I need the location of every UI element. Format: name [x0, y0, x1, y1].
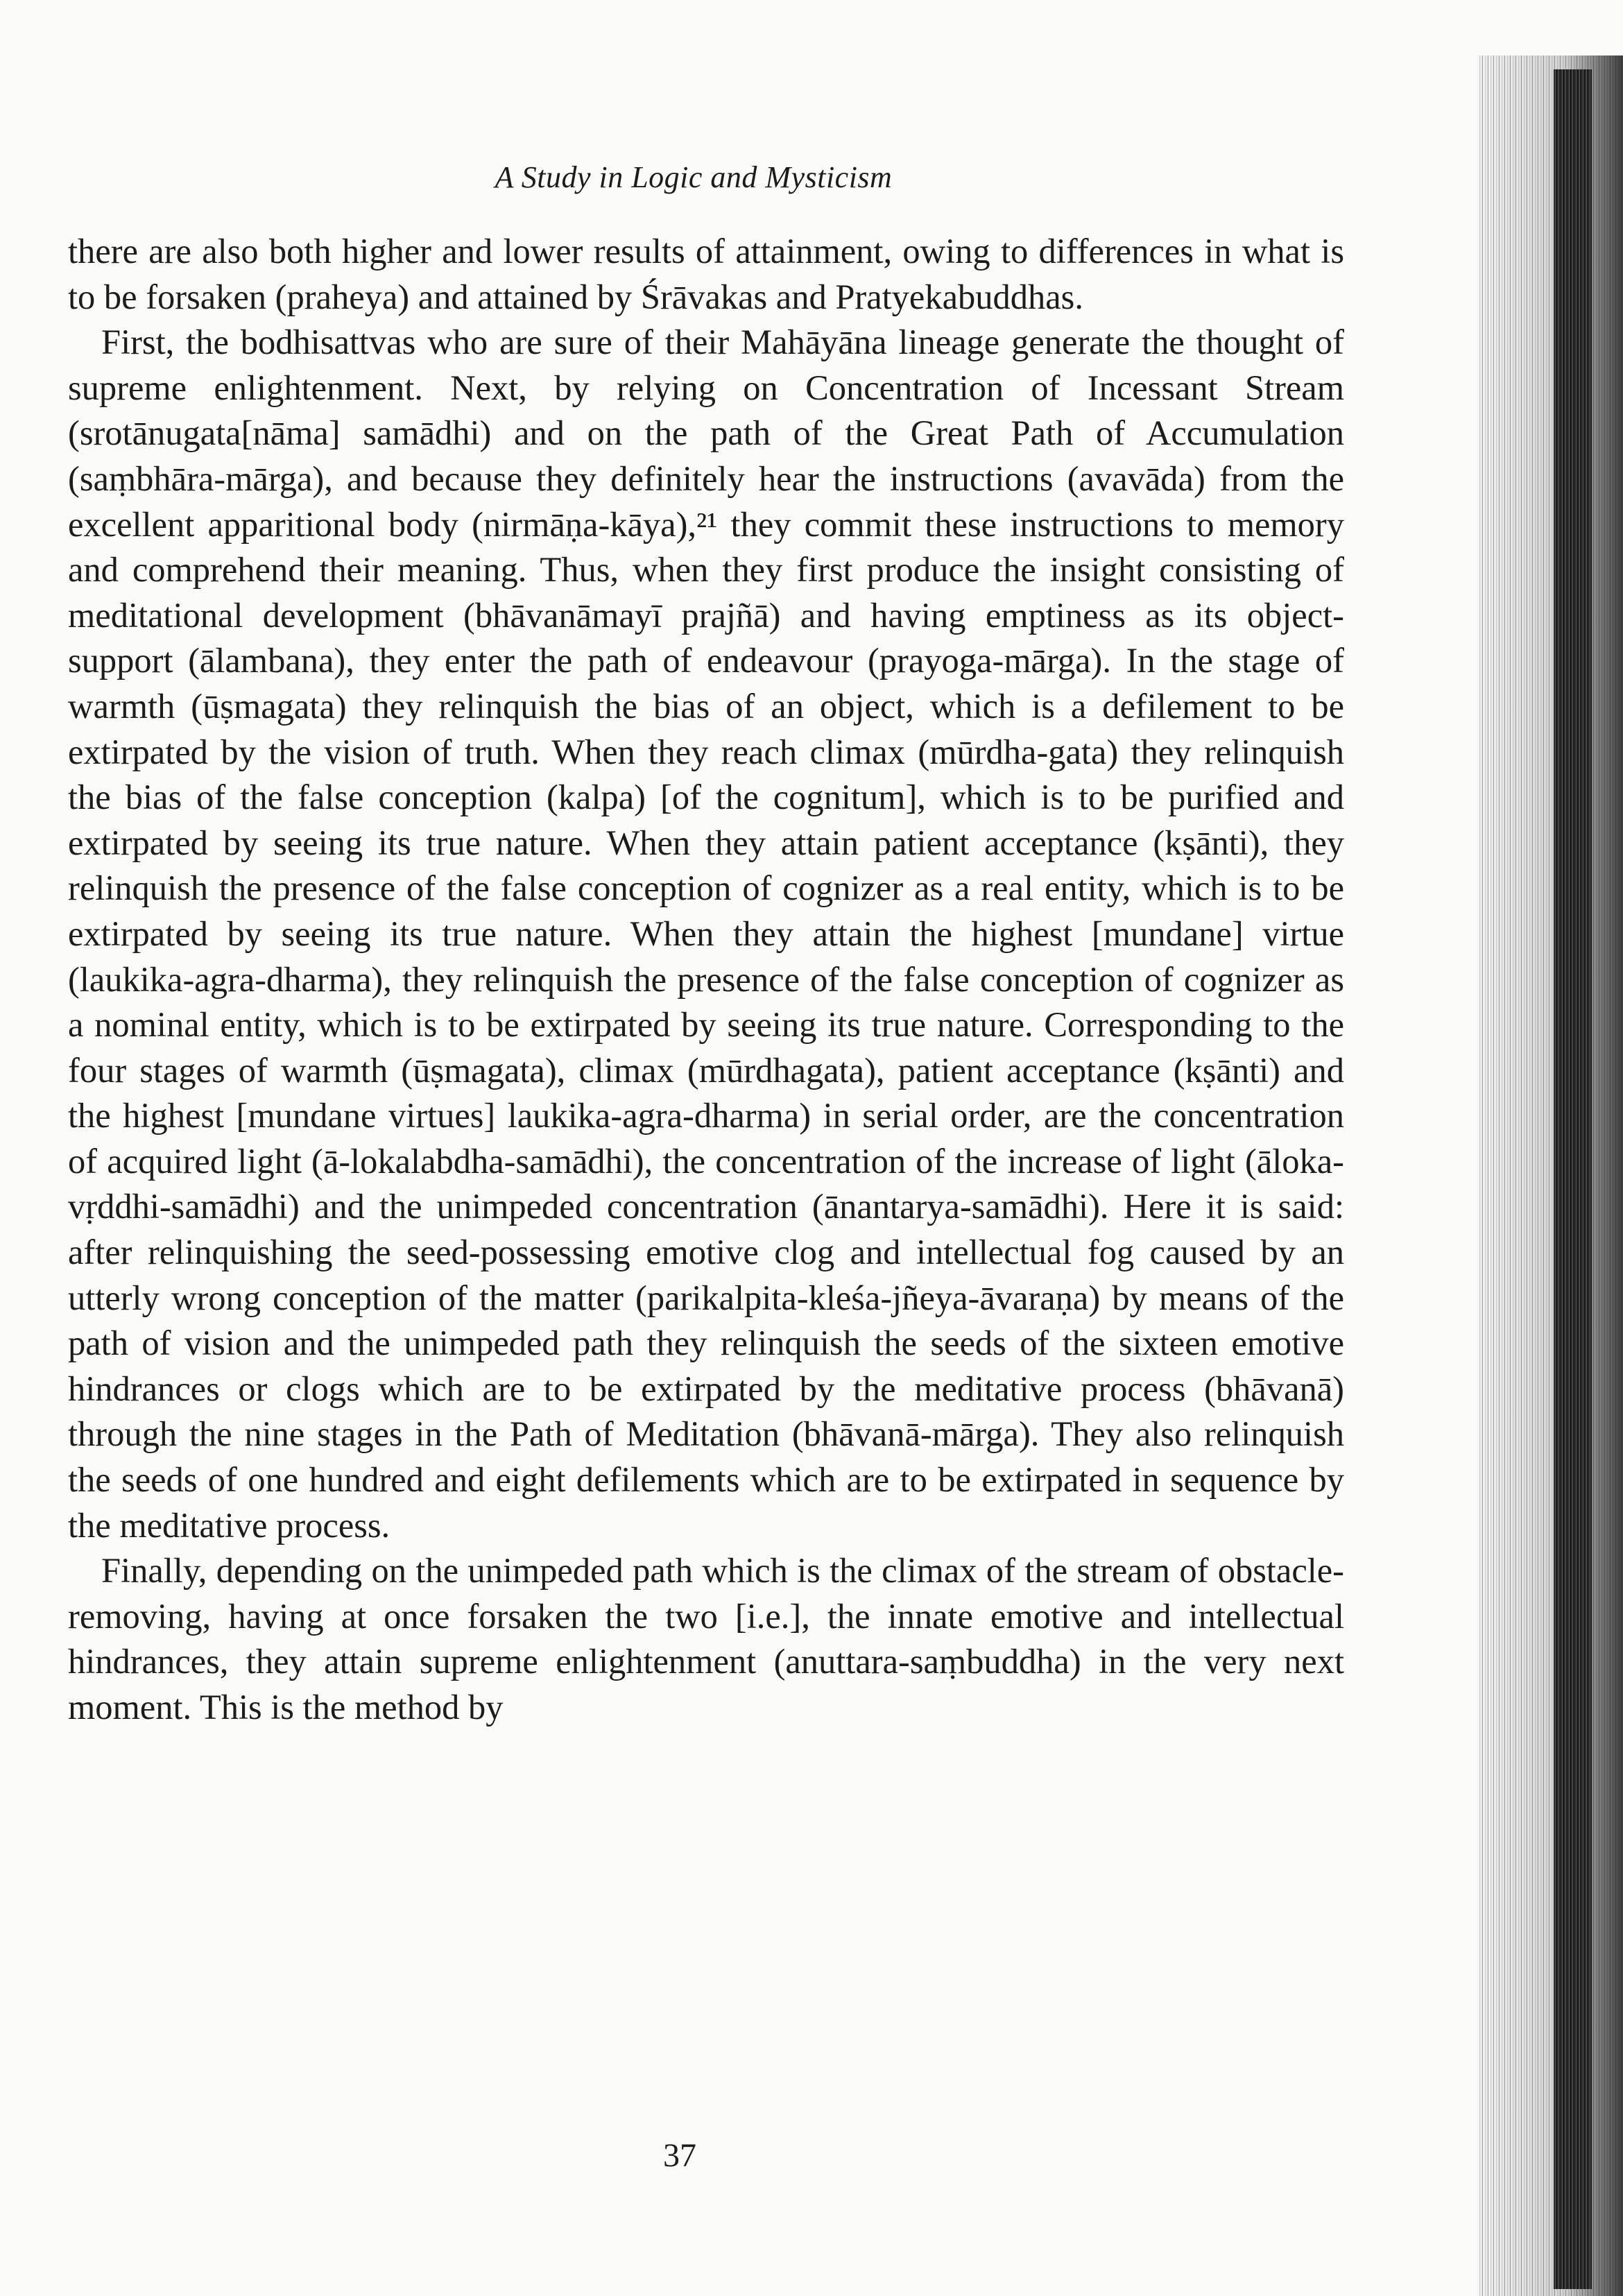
page-edge-scan-artifact [1477, 55, 1623, 2296]
paragraph-enlightenment: Finally, depending on the unimpeded path which is the climax of the stream of obstacle-removing, having at once forsaken the two [i.e.], the innate emotive and intellectual hindrances, they attain supreme enlightenment (anuttara-saṃbuddha) in the very next moment. This is the method by [68, 1551, 1344, 1727]
paragraph-continuation: there are also both higher and lower results of attainment, owing to differences in what is to be forsaken (praheya) and attained by Śrāvakas and Pratyekabuddhas. [68, 232, 1344, 316]
page-number: 37 [663, 2137, 696, 2174]
page-edge-shadow [1554, 69, 1592, 2289]
body-text [68, 229, 1344, 1731]
paragraph-bodhisattva-path: First, the bodhisattvas who are sure of their Mahāyāna lineage generate the thought of supreme enlightenment. Next, by relying on Concentration of Incessant Stream (srotānugata[nāma] samādhi) and on the path of the Great Path of Accumulation (saṃbhāra-mārga), and because they definitely hear the instructions (avavāda) from the excellent apparitional body (nirmāṇa-kāya),²¹ they commit these instructions to memory and comprehend their meaning. Thus, when they first produce the insight consisting of meditational development (bhāvanāmayī prajñā) and having emptiness as its object-support (ālambana), they enter the path of endeavour (prayoga-mārga). In the stage of warmth (ūṣmagata) they relinquish the bias of an object, which is a defilement to be extirpated by the vision of truth. When they reach climax (mūrdha-gata) they relinquish the bias of the false conception (kalpa) [of the cognitum], which is to be purified and extirpated by seeing its true nature. When they attain patient acceptance (kṣānti), they relinquish the presence of the false conception of cognizer as a real entity, which is to be extirpated by seeing its true nature. When they attain the highest [mundane] virtue (laukika-agra-dharma), they relinquish the presence of the false conception of cognizer as a nominal entity, which is to be extirpated by seeing its true nature. Corresponding to the four stages of warmth (ūṣmagata), climax (mūrdhagata), patient acceptance (kṣānti) and the highest [mundane virtues] laukika-agra-dharma) in serial order, are the concentration of acquired light (ā-lokalabdha-samādhi), the concentration of the increase of light (āloka-vṛddhi-samādhi) and the unimpeded concentration (ānantarya-samādhi). Here it is said: after relinquishing the seed-possessing emotive clog and intellectual fog caused by an utterly wrong conception of the matter (parikalpita-kleśa-jñeya-āvaraṇa) by means of the path of vision and the unimpeded path they relinquish the seeds of the sixteen emotive hindrances or clogs which are to be extirpated by the meditative process (bhāvanā) through the nine stages in the Path of Meditation (bhāvanā-mārga). They also relinquish the seeds of one hundred and eight defilements which are to be extirpated in sequence by the meditative process. [68, 323, 1344, 1545]
running-head: A Study in Logic and Mysticism [495, 160, 893, 194]
